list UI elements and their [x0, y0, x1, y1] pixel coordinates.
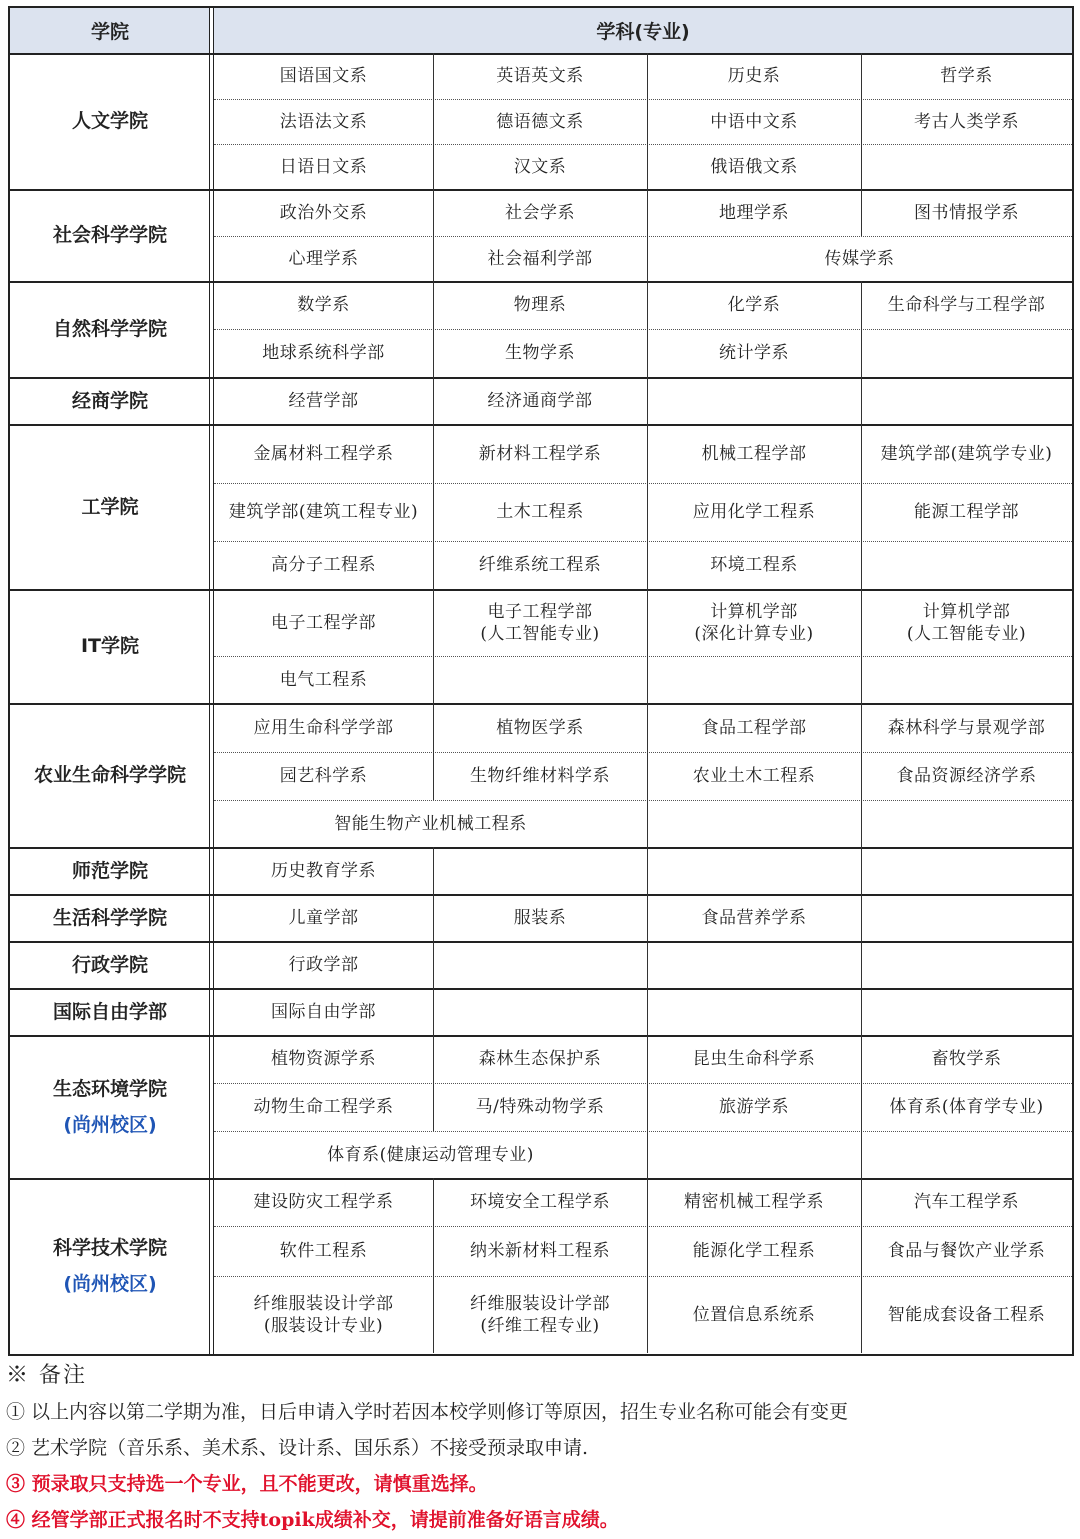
major-cell: 纤维服装设计学部 (服装设计专业) [253, 1293, 394, 1336]
major-cell: 地理学系 [719, 202, 789, 223]
major-cell: 汽车工程学系 [914, 1192, 1019, 1212]
college-label: IT学院 [80, 635, 140, 657]
major-cell: 旅游学系 [719, 1097, 789, 1117]
major-cell: 纤维服装设计学部 (纤维工程专业) [470, 1293, 610, 1336]
major-cell [647, 988, 861, 1035]
major-cell [861, 541, 1072, 589]
major-cell: 精密机械工程学系 [684, 1192, 824, 1212]
major-cell: 园艺科学系 [279, 766, 368, 786]
college-label: 行政学院 [71, 953, 148, 976]
major-cell: 金属材料工程学系 [253, 443, 394, 464]
major-cell [433, 988, 647, 1035]
major-cell: 森林生态保护系 [478, 1049, 602, 1069]
major-cell [861, 1131, 1072, 1178]
major-cell [433, 847, 647, 894]
major-cell: 体育系(健康运动管理专业) [327, 1144, 534, 1165]
major-cell: 心理学系 [288, 248, 359, 269]
major-cell: 昆虫生命科学系 [692, 1049, 816, 1069]
majors-table [8, 6, 1074, 1356]
major-cell: 汉文系 [513, 156, 567, 177]
major-cell: 俄语俄文系 [710, 156, 798, 177]
major-cell: 环境工程系 [710, 555, 798, 575]
note-3: ③ 预录取只支持选一个专业，且不能更改，请慎重选择。 [6, 1473, 488, 1495]
college-name [10, 1178, 210, 1353]
major-cell [861, 800, 1072, 847]
college-name [10, 377, 210, 424]
major-cell [861, 656, 1072, 703]
header-college: 学院 [10, 8, 210, 53]
major-cell: 国语国文系 [279, 66, 368, 86]
major-cell: 建设防灾工程学系 [253, 1192, 394, 1212]
college-label: 农业生命科学学院 [33, 764, 186, 786]
major-cell: 计算机学部 (深化计算专业) [694, 601, 814, 644]
major-cell: 德语德文系 [496, 111, 584, 132]
college-name [10, 1035, 210, 1178]
major-cell: 地球系统科学部 [262, 343, 385, 363]
major-cell [861, 941, 1072, 988]
college-label: 工学院 [81, 495, 139, 518]
college-label: 自然科学学院 [52, 318, 167, 340]
major-cell: 建筑学部(建筑学专业) [880, 443, 1053, 464]
major-cell [647, 377, 861, 424]
major-cell [647, 847, 861, 894]
college-label: 社会科学学院 [52, 224, 167, 246]
college-label: 人文学院 [71, 110, 148, 132]
college-label: 生态环境学院 [52, 1077, 167, 1100]
major-cell: 中语中文系 [710, 111, 798, 132]
major-cell [647, 800, 861, 847]
major-cell: 国际自由学部 [271, 1001, 376, 1022]
major-cell: 传媒学系 [824, 248, 895, 269]
campus-label: (尚州校区) [63, 1113, 157, 1136]
college-name [10, 894, 210, 941]
major-cell: 电子工程学部 (人工智能专业) [480, 601, 600, 644]
major-cell: 生物纤维材料学系 [470, 766, 610, 786]
college-name [10, 589, 210, 703]
major-cell: 经济通商学部 [487, 390, 593, 411]
major-cell: 行政学部 [288, 954, 359, 975]
college-label: 经商学院 [71, 389, 148, 412]
major-cell: 电气工程系 [279, 669, 368, 690]
major-cell: 统计学系 [719, 343, 789, 363]
notes-title: ※ 备注 [6, 1363, 87, 1388]
major-cell: 政治外交系 [279, 202, 368, 223]
major-cell [861, 847, 1072, 894]
college-name [10, 847, 210, 894]
major-cell: 智能生物产业机械工程系 [334, 813, 527, 834]
major-cell: 应用化学工程系 [692, 502, 816, 522]
note-1: ① 以上内容以第二学期为准，日后申请入学时若因本校学则修订等原因，招生专业名称可能会有变更 [6, 1401, 849, 1423]
major-cell: 软件工程系 [279, 1241, 368, 1261]
college-name [10, 424, 210, 589]
major-cell: 高分子工程系 [271, 555, 376, 575]
major-cell: 食品资源经济学系 [896, 766, 1037, 786]
major-cell: 生命科学与工程学部 [887, 295, 1046, 315]
college-name [10, 941, 210, 988]
major-cell [861, 894, 1072, 941]
header-major: 学科(专业) [214, 8, 1072, 53]
major-cell: 位置信息系统系 [692, 1304, 816, 1325]
major-cell: 哲学系 [940, 66, 993, 86]
major-cell: 智能成套设备工程系 [887, 1304, 1046, 1325]
major-cell: 机械工程学部 [701, 443, 807, 464]
major-cell: 土木工程系 [496, 502, 584, 522]
major-cell: 食品工程学部 [701, 717, 807, 738]
major-cell: 历史教育学系 [271, 860, 376, 881]
major-cell: 历史系 [727, 66, 781, 86]
college-label: 师范学院 [71, 859, 148, 882]
major-cell: 日语日文系 [279, 156, 368, 177]
major-cell: 建筑学部(建筑工程专业) [228, 502, 419, 522]
college-name [10, 189, 210, 281]
college-label: 国际自由学部 [52, 1000, 167, 1023]
major-cell: 服装系 [513, 907, 567, 928]
major-cell: 英语英文系 [496, 66, 584, 86]
major-cell [433, 656, 647, 703]
major-cell: 食品营养学系 [701, 907, 807, 928]
major-cell: 计算机学部 (人工智能专业) [906, 601, 1027, 644]
major-cell: 生物学系 [505, 343, 575, 363]
major-cell [647, 1131, 861, 1178]
major-cell: 体育系(体育学专业) [889, 1097, 1044, 1117]
major-cell: 数学系 [297, 295, 350, 315]
college-name [10, 988, 210, 1035]
major-cell: 植物资源学系 [271, 1049, 376, 1069]
college-column-divider [209, 8, 214, 1354]
major-cell [861, 988, 1072, 1035]
campus-label: (尚州校区) [63, 1272, 157, 1295]
major-cell [647, 941, 861, 988]
major-cell: 新材料工程学系 [478, 443, 602, 464]
major-cell: 电子工程学部 [271, 612, 376, 633]
major-cell: 森林科学与景观学部 [887, 717, 1046, 738]
major-cell: 化学系 [727, 295, 781, 315]
major-cell: 社会福利学部 [487, 248, 593, 269]
major-cell: 考古人类学系 [914, 111, 1019, 132]
major-cell: 法语法文系 [279, 111, 368, 132]
college-name [10, 703, 210, 847]
major-cell: 儿童学部 [288, 907, 359, 928]
notes-section [6, 1358, 1076, 1538]
major-cell: 动物生命工程学系 [253, 1097, 394, 1117]
major-cell: 图书情报学系 [914, 202, 1019, 223]
major-cell [861, 329, 1072, 377]
note-2: ② 艺术学院（音乐系、美术系、设计系、国乐系）不接受预录取申请. [6, 1437, 589, 1459]
major-cell: 能源工程学部 [914, 502, 1019, 522]
major-cell [433, 941, 647, 988]
major-cell: 物理系 [513, 295, 567, 315]
college-label: 科学技术学院 [52, 1236, 167, 1259]
major-cell: 纳米新材料工程系 [470, 1241, 610, 1261]
major-cell: 马/特殊动物学系 [475, 1097, 605, 1117]
major-cell: 经营学部 [288, 390, 359, 411]
major-cell: 食品与餐饮产业学系 [887, 1241, 1046, 1261]
major-cell: 应用生命科学学部 [253, 717, 394, 738]
major-cell: 农业土木工程系 [692, 766, 816, 786]
major-cell [861, 144, 1072, 189]
college-name [10, 53, 210, 189]
major-cell [861, 377, 1072, 424]
major-cell: 畜牧学系 [931, 1049, 1002, 1069]
major-cell: 环境安全工程学系 [470, 1192, 610, 1212]
major-cell: 能源化学工程系 [692, 1241, 816, 1261]
major-cell: 植物医学系 [496, 717, 584, 738]
major-cell: 社会学系 [505, 202, 575, 223]
major-cell: 纤维系统工程系 [478, 555, 602, 575]
major-cell [647, 656, 861, 703]
college-label: 生活科学学院 [52, 906, 167, 929]
note-4: ④ 经管学部正式报名时不支持topik成绩补交，请提前准备好语言成绩。 [6, 1509, 619, 1531]
college-name [10, 281, 210, 377]
